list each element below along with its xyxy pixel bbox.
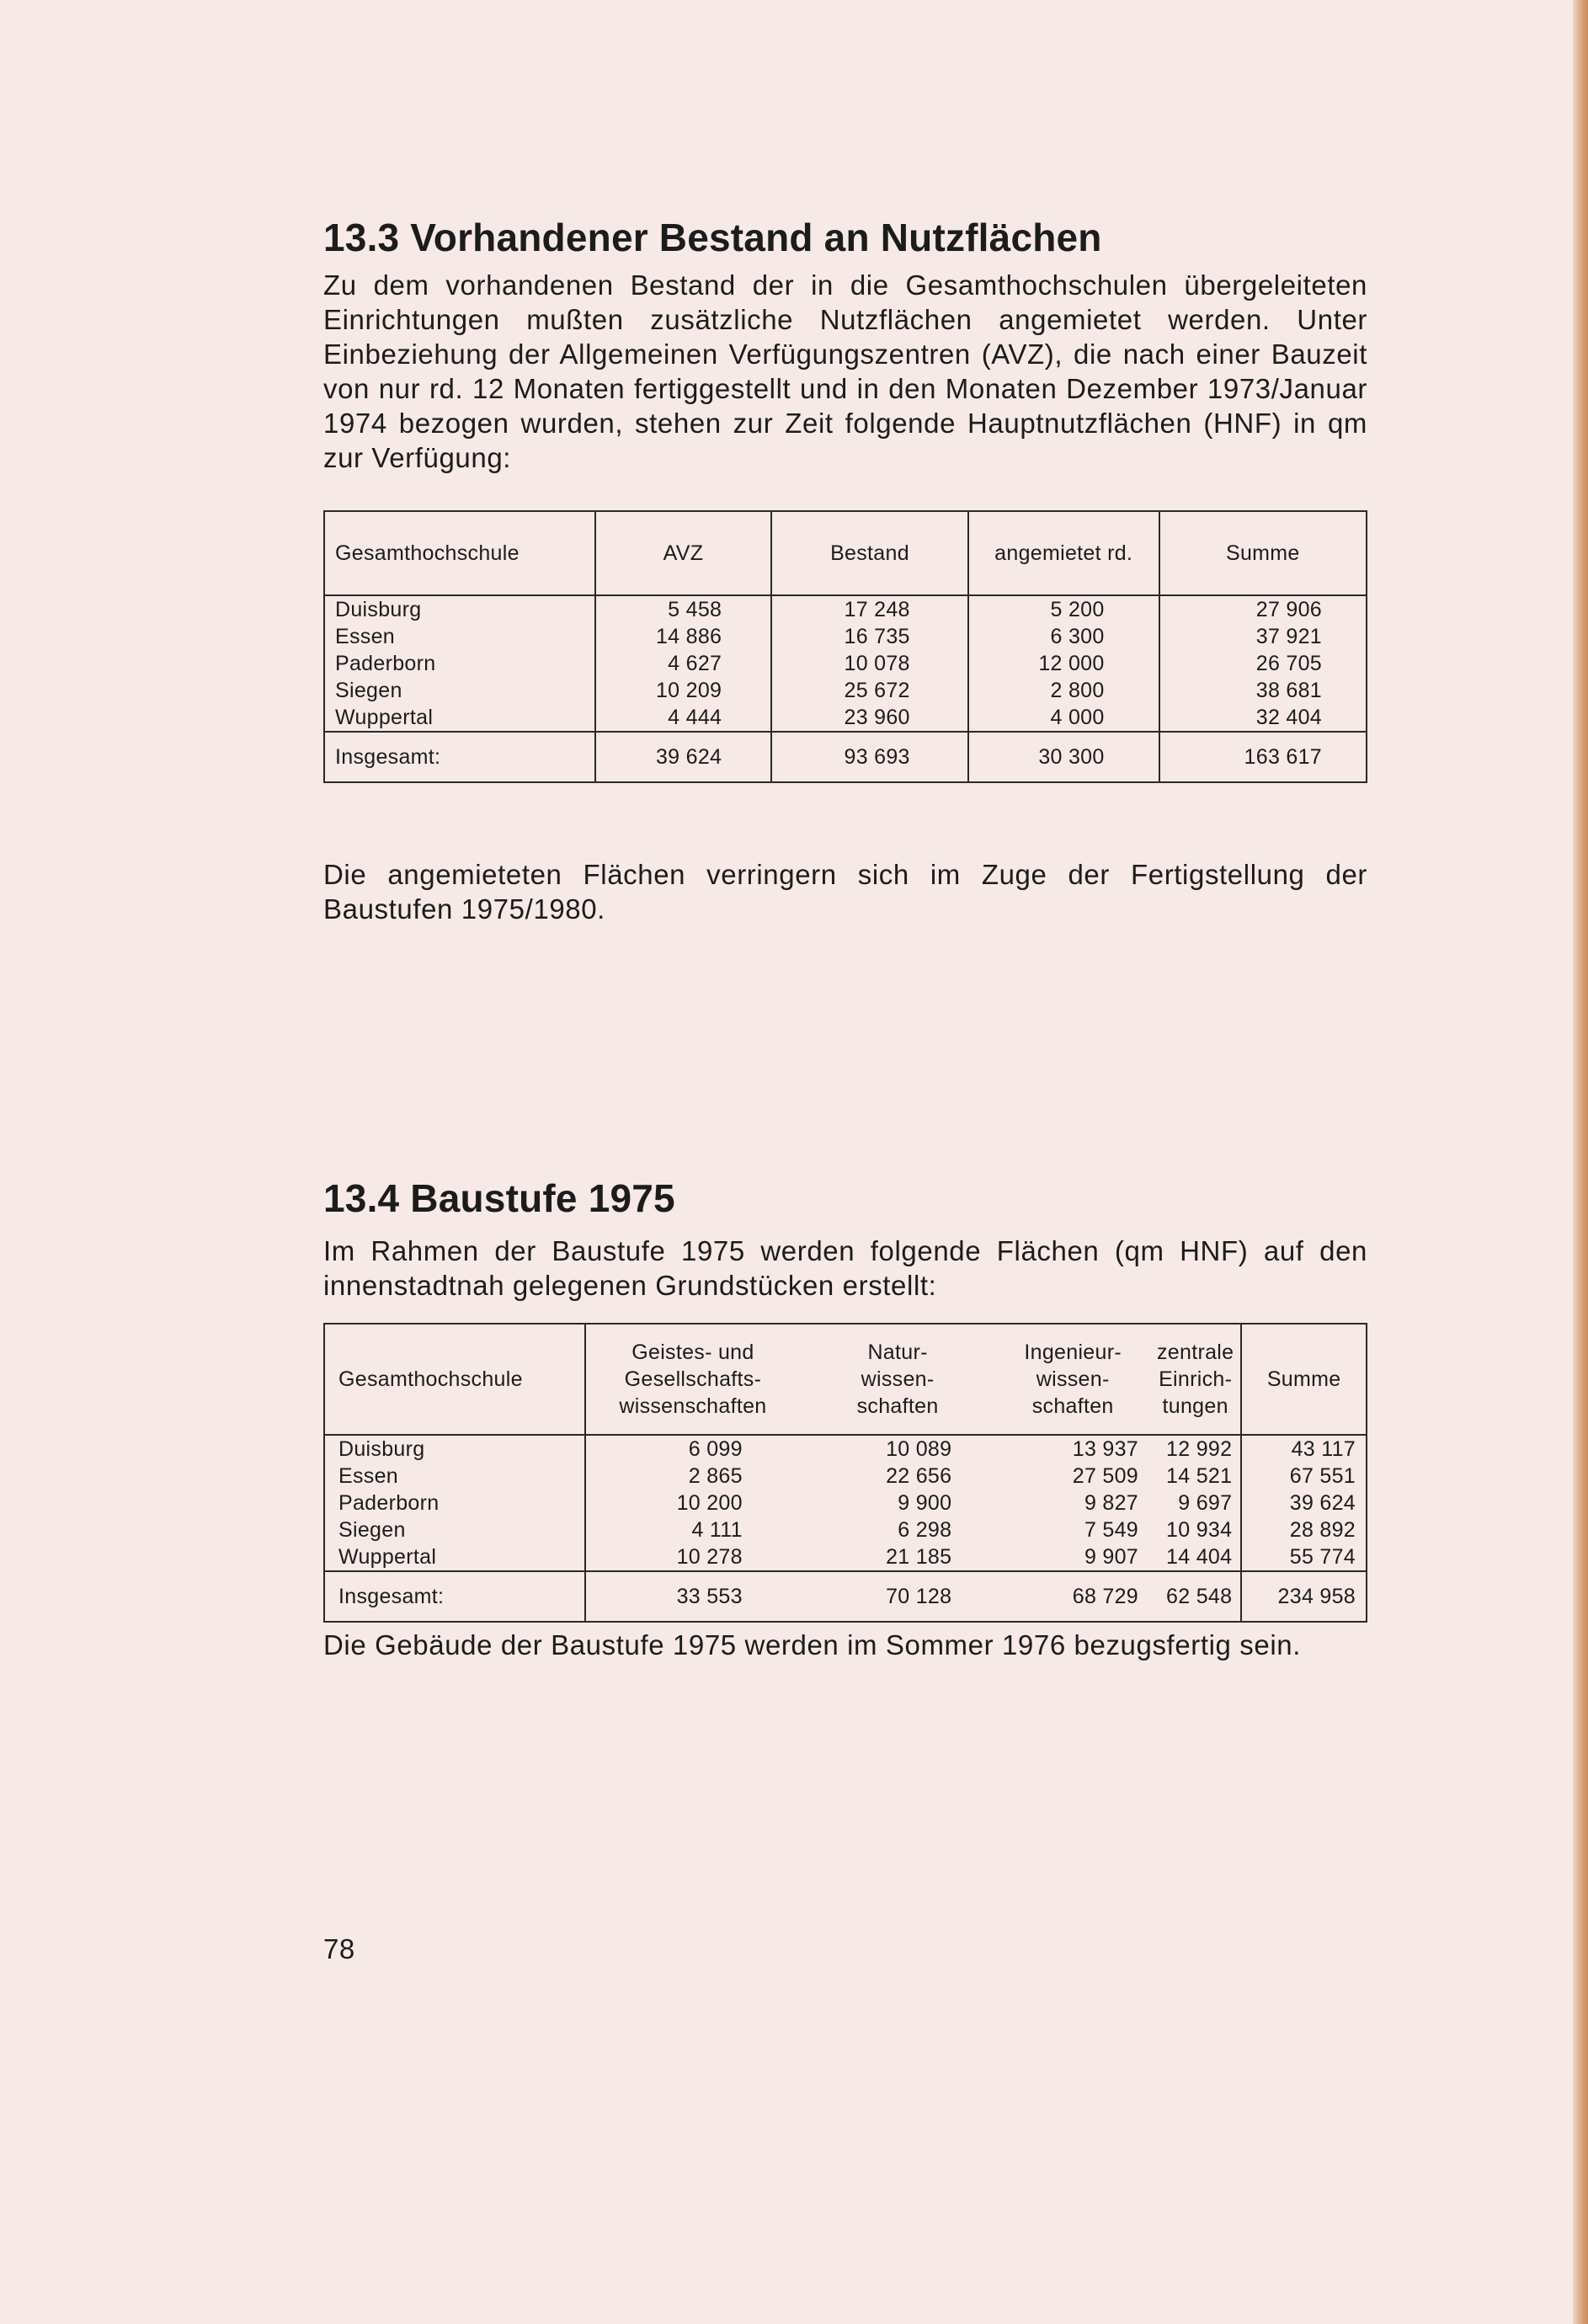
column-header — [968, 511, 1159, 595]
table-row — [324, 1463, 1367, 1490]
table-cell: 62 548 — [1150, 1571, 1241, 1622]
section-title-baustufe: 13.4 Baustufe 1975 — [323, 1176, 675, 1221]
table-cell: 23 960 — [771, 704, 968, 732]
table-cell: 27 509 — [1072, 1464, 1139, 1489]
table-cell: Paderborn — [324, 1490, 585, 1516]
table-cell: 39 624 — [1241, 1490, 1367, 1516]
table-cell: 6 300 — [968, 623, 1159, 650]
table-cell: 10 078 — [771, 650, 968, 677]
table-cell: Duisburg — [324, 595, 595, 623]
column-header: Natur- wissen- schaften — [800, 1324, 996, 1435]
table-cell: 9 697 — [1150, 1490, 1241, 1516]
table-row — [324, 1435, 1367, 1463]
table-header-row — [324, 1324, 1367, 1435]
table-row — [324, 1490, 1367, 1516]
table-row — [324, 1516, 1367, 1543]
paragraph-angemietete-flaechen: Die angemieteten Flächen verringern sich im Zuge der Fertigstellung der Baustufen 1975/1980. — [323, 859, 1367, 925]
column-header: Gesamthochschule — [324, 1324, 585, 1435]
table-cell: 6 298 — [898, 1518, 952, 1543]
table-cell: Paderborn — [324, 650, 595, 677]
table-nutzflaechen-bestand — [323, 510, 1367, 783]
table-cell: 68 729 — [995, 1571, 1150, 1622]
table-cell: 26 705 — [1159, 650, 1367, 677]
table-cell: 14 521 — [1150, 1463, 1241, 1490]
table-cell: 4 627 — [595, 650, 772, 677]
table-cell: 43 117 — [1241, 1435, 1367, 1463]
table-cell: Wuppertal — [324, 1543, 585, 1571]
section-paragraph-bestand: Zu dem vorhandenen Bestand der in die Gesamthochschulen übergeleiteten Einrichtungen mußten zusätzliche Nutzflächen angemietet werden. Unter Einbeziehung der Allgemeinen Verfügungszentren (AVZ), die nach einer Bauzeit von nur rd. 12 Monaten fertiggestellt und in den Monaten Dezember 1973/Januar 1974 bezogen wurden, stehen zur Zeit folgende Hauptnutzflächen (HNF) in qm zur Verfügung: — [323, 269, 1367, 474]
table-cell: 14 404 — [1150, 1543, 1241, 1571]
table-cell: 14 886 — [595, 623, 772, 650]
column-header: zentrale Einrich- tungen — [1150, 1324, 1241, 1435]
table-cell: 6 099 — [585, 1435, 800, 1463]
table-cell: 7 549 — [1084, 1518, 1139, 1543]
table-cell: 30 300 — [968, 732, 1159, 782]
table-cell: 67 551 — [1241, 1463, 1367, 1490]
column-header: Summe — [1159, 511, 1367, 595]
table-cell: 4 111 — [585, 1516, 800, 1543]
table-row — [324, 623, 1367, 650]
column-header-text: angemietet rd. — [994, 541, 1133, 566]
table-cell: 38 681 — [1159, 677, 1367, 704]
table-cell: 10 934 — [1150, 1516, 1241, 1543]
table-cell: 25 672 — [771, 677, 968, 704]
table-total-row — [324, 1571, 1367, 1622]
table-cell: 32 404 — [1159, 704, 1367, 732]
column-header: Gesamthochschule — [324, 511, 595, 595]
table-total-row — [324, 732, 1367, 782]
table-cell: Siegen — [324, 677, 595, 704]
table-cell: Duisburg — [324, 1435, 585, 1463]
table-cell: 9 827 — [1084, 1491, 1139, 1516]
table-cell: 4 444 — [595, 704, 772, 732]
table-cell: 55 774 — [1241, 1543, 1367, 1571]
table-cell: 10 209 — [595, 677, 772, 704]
table-row — [324, 677, 1367, 704]
table-cell: 21 185 — [886, 1545, 952, 1570]
paragraph-bezugsfertig: Die Gebäude der Baustufe 1975 werden im Sommer 1976 bezugsfertig sein. — [323, 1629, 1301, 1661]
table-cell: 10 089 — [886, 1437, 952, 1462]
page-number: 78 — [323, 1933, 355, 1964]
table-cell: 37 921 — [1159, 623, 1367, 650]
table-row — [324, 704, 1367, 732]
table-cell: 12 000 — [968, 650, 1159, 677]
table-cell: 10 200 — [585, 1490, 800, 1516]
table-cell: 5 458 — [595, 595, 772, 623]
table-row — [324, 1543, 1367, 1571]
table-cell: 2 865 — [585, 1463, 800, 1490]
table-header-row — [324, 511, 1367, 595]
table-cell: 10 278 — [585, 1543, 800, 1571]
table-cell: 12 992 — [1150, 1435, 1241, 1463]
table-cell: 16 735 — [771, 623, 968, 650]
column-header: Ingenieur- wissen- schaften — [995, 1324, 1150, 1435]
table-cell: 39 624 — [595, 732, 772, 782]
table-cell: 234 958 — [1241, 1571, 1367, 1622]
table-cell: Insgesamt: — [324, 732, 595, 782]
table-cell: Essen — [324, 1463, 585, 1490]
table-cell: 22 656 — [886, 1464, 952, 1489]
table-row — [324, 650, 1367, 677]
column-header: Summe — [1241, 1324, 1367, 1435]
table-cell: 9 900 — [898, 1491, 952, 1516]
table-baustufe-1975 — [323, 1323, 1367, 1623]
table-cell: 4 000 — [968, 704, 1159, 732]
table-cell: 2 800 — [968, 677, 1159, 704]
table-cell: 13 937 — [1072, 1437, 1139, 1462]
document-body — [323, 215, 1367, 1662]
table-cell: Essen — [324, 623, 595, 650]
table-row — [324, 595, 1367, 623]
table-cell: 70 128 — [800, 1571, 996, 1622]
table-cell: Wuppertal — [324, 704, 595, 732]
table-cell: 33 553 — [585, 1571, 800, 1622]
table-cell: 163 617 — [1159, 732, 1367, 782]
table-cell: Siegen — [324, 1516, 585, 1543]
table-cell: Insgesamt: — [324, 1571, 585, 1622]
column-header: AVZ — [595, 511, 772, 595]
table-cell: 17 248 — [771, 595, 968, 623]
table-cell: 28 892 — [1241, 1516, 1367, 1543]
table-cell: 93 693 — [771, 732, 968, 782]
table-cell: 5 200 — [968, 595, 1159, 623]
table-cell: 27 906 — [1159, 595, 1367, 623]
column-header: Bestand — [771, 511, 968, 595]
section-paragraph-baustufe: Im Rahmen der Baustufe 1975 werden folgende Flächen (qm HNF) auf den innenstadtnah gelegenen Grundstücken erstellt: — [323, 1235, 1367, 1302]
page-edge — [1573, 0, 1588, 2324]
table-cell: 9 907 — [1084, 1545, 1139, 1570]
column-header: Geistes- und Gesellschafts- wissenschaften — [585, 1324, 800, 1435]
section-title-bestand: 13.3 Vorhandener Bestand an Nutzflächen — [323, 216, 1102, 259]
